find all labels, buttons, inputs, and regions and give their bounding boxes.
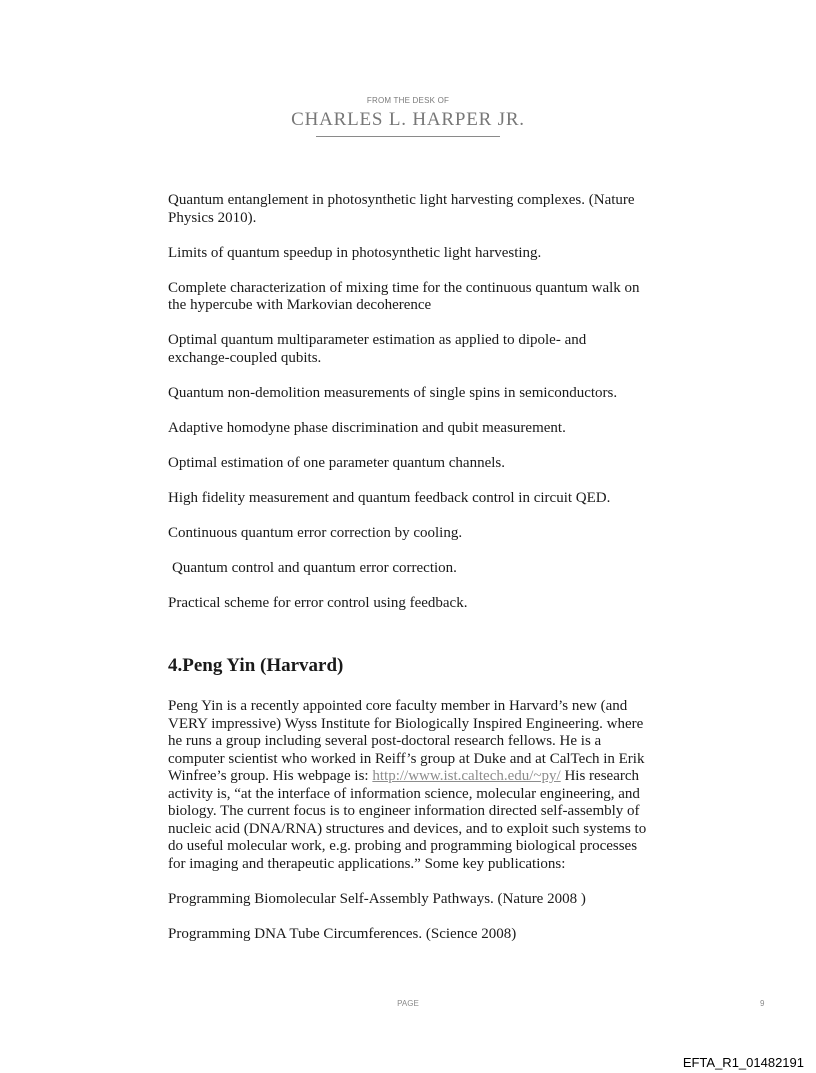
letterhead-from-line: FROM THE DESK OF (366, 96, 450, 105)
key-publication-item: Programming DNA Tube Circumferences. (Science 2008) (168, 925, 517, 942)
section-heading (168, 655, 648, 677)
section-title: Peng Yin (Harvard) (182, 655, 344, 676)
letterhead-name: CHARLES L. HARPER JR. (291, 109, 525, 130)
publication-item: High fidelity measurement and quantum feedback control in circuit QED. (168, 489, 611, 506)
publication-item: Optimal estimation of one parameter quantum channels. (168, 454, 505, 471)
publication-item: Quantum non-demolition measurements of single spins in semiconductors. (168, 384, 618, 401)
publication-item: Continuous quantum error correction by cooling. (168, 524, 463, 541)
publication-item: Quantum control and quantum error correction. (172, 559, 457, 576)
footer-page-number: 9 (760, 999, 765, 1008)
bio-paragraph (168, 698, 648, 873)
bio-text-part1: Peng Yin is a recently appointed core faculty member in Harvard’s new (and VERY impressive) Wyss Institute for Biologically Inspired Engineering. where he runs a group including several post-doctoral research fellows. He is a computer scientist who worked in Reiff’s group at Duke and at CalTech in Erik Winfree’s group. His webpage is: (168, 698, 645, 784)
publication-item: Complete characterization of mixing time for the continuous quantum walk on the hypercube with Markovian decoherence (168, 279, 640, 313)
document-id-stamp: EFTA_R1_01482191 (682, 1055, 804, 1070)
publication-item: Adaptive homodyne phase discrimination and qubit measurement. (168, 419, 566, 436)
bio-text-part2: His research activity is, “at the interface of information science, molecular engineering, and biology. The current focus is to engineer information directed self-assembly of nucleic acid (DNA/RNA) structures and devices, and to exploit such systems to do useful molecular work, e.g. probing and programming biological processes for imaging and therapeutic applications.” Some key publications: (168, 768, 647, 872)
key-publication-item: Programming Biomolecular Self-Assembly Pathways. (Nature 2008 ) (168, 890, 586, 907)
letterhead (0, 96, 816, 137)
letterhead-divider (316, 136, 500, 137)
footer-page-label: PAGE (397, 999, 419, 1008)
publication-item: Quantum entanglement in photosynthetic light harvesting complexes. (Nature Physics 2010). (168, 192, 635, 226)
publication-item: Practical scheme for error control using feedback. (168, 594, 468, 611)
page-body (168, 192, 648, 943)
webpage-link[interactable]: http://www.ist.caltech.edu/~py/ (372, 768, 561, 784)
publication-item: Optimal quantum multiparameter estimation as applied to dipole- and exchange-coupled qubits. (168, 332, 587, 366)
section-number: 4. (168, 655, 183, 676)
publication-item: Limits of quantum speedup in photosynthetic light harvesting. (168, 244, 542, 261)
